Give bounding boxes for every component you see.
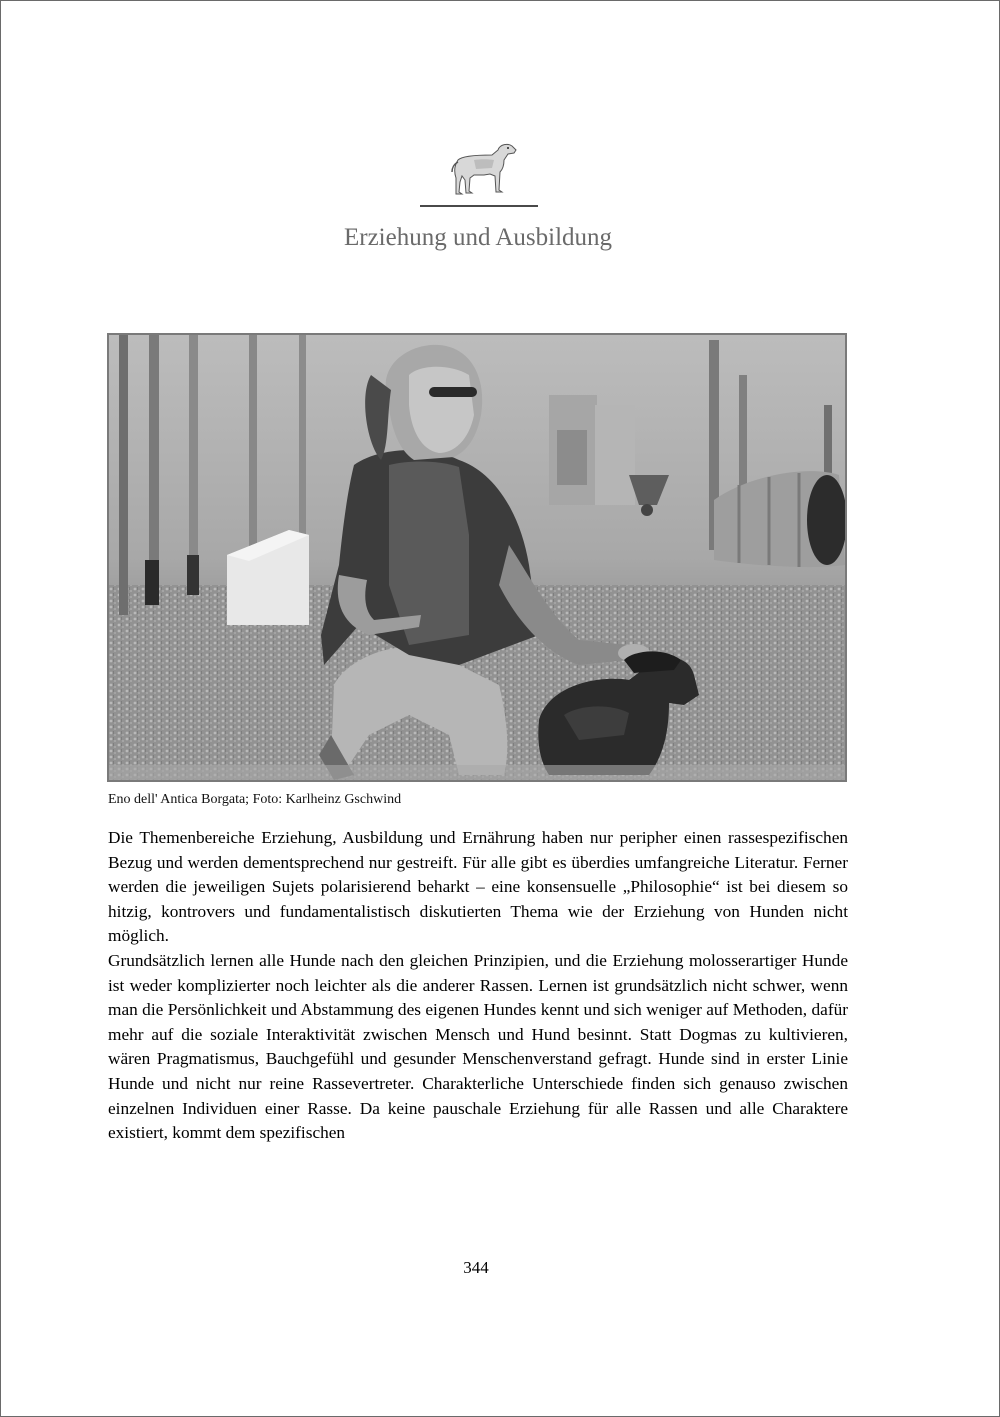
- body-text: [108, 826, 848, 1146]
- paragraph: Die Themenbereiche Erziehung, Ausbildung und Ernährung haben nur peripher einen rassespezifischen Bezug und werden dementsprechend nur gestreift. Für alle gibt es überdies umfangreiche Literatur. Ferner werden die jeweiligen Sujets polarisierend beharkt – eine konsensuelle „Philosophie“ ist bei diesem so hitzig, kontrovers und fundamentalistisch diskutierten Thema wie der Erziehung von Hunden nicht möglich.: [108, 828, 848, 946]
- paragraph: Grundsätzlich lernen alle Hunde nach den gleichen Prinzipien, und die Erziehung molosserartiger Hunde ist weder komplizierter noch leichter als die anderer Rassen. Lernen ist grundsätzlich nicht schwer, wenn man die Persönlichkeit und Abstammung des eigenen Hundes kennt und sich weniger auf Methoden, dafür mehr auf die soziale Interaktivität zwischen Mensch und Hund besinnt. Statt Dogmas zu kultivieren, wären Pragmatismus, Bauchgefühl und gesunder Menschenverstand gefragt. Hunde sind in erster Linie Hunde und nicht nur reine Rassevertreter. Charakterliche Unterschiede finden sich genauso zwischen einzelnen Individuen einer Rasse. Da keine pauschale Erziehung für alle Rassen und alle Charaktere existiert, kommt dem spezifischen: [108, 950, 848, 1143]
- dog-silhouette-icon: [444, 138, 520, 200]
- page-number: 344: [463, 1258, 489, 1277]
- chapter-title: Erziehung und Ausbildung: [343, 224, 613, 251]
- photo-woman-with-dog: [107, 333, 847, 782]
- title-divider: [420, 205, 538, 207]
- photo-caption: Eno dell' Antica Borgata; Foto: Karlheinz Gschwind: [108, 792, 402, 807]
